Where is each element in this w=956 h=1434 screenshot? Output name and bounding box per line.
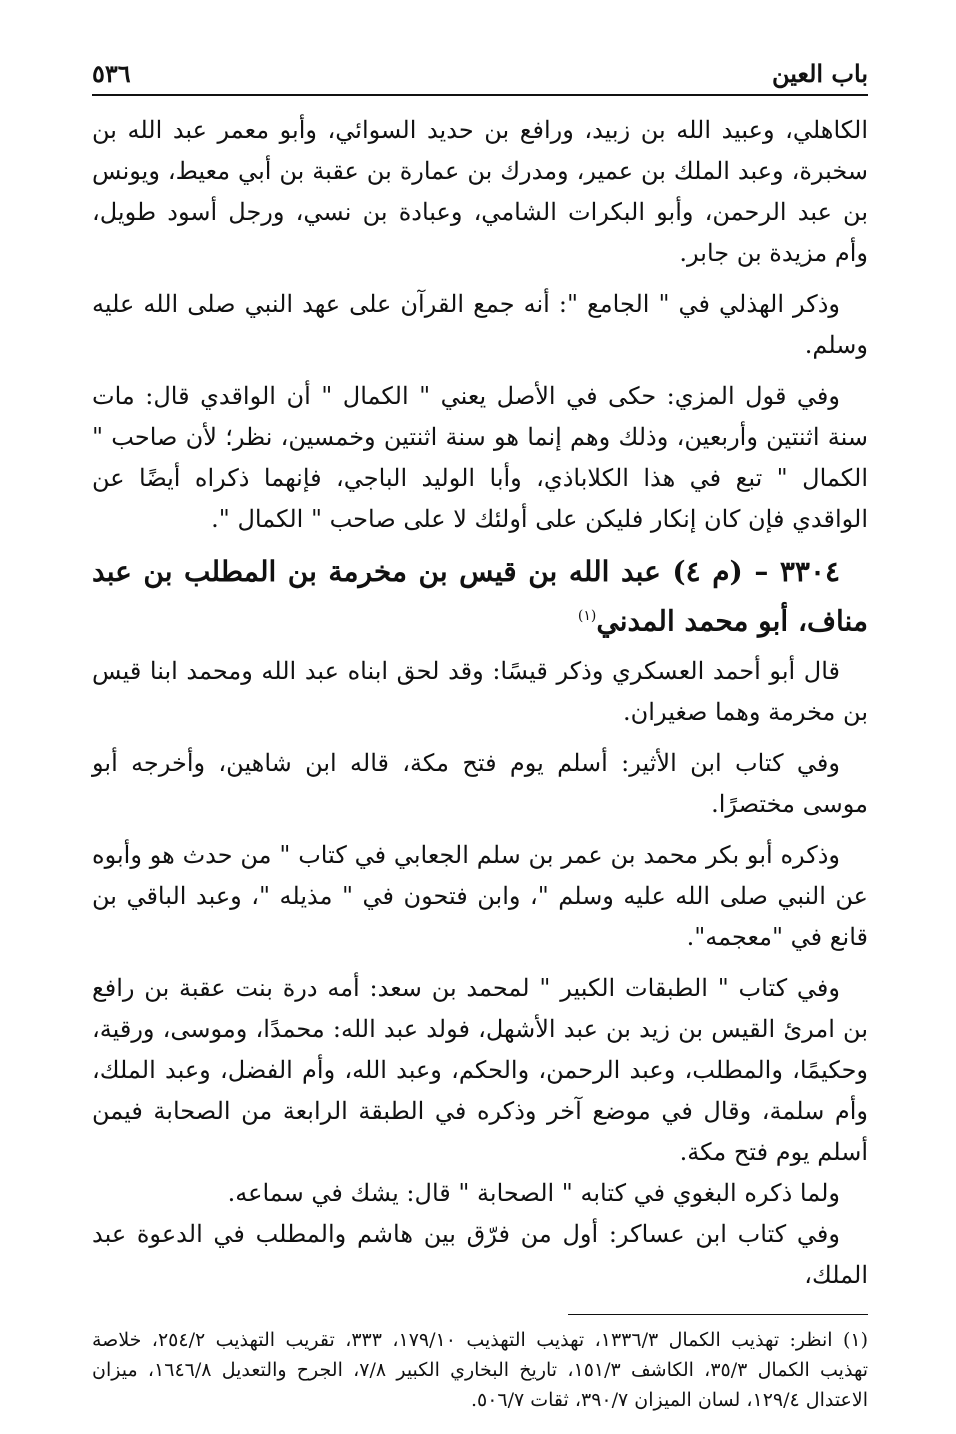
paragraph-ibn-asakir: وفي كتاب ابن عساكر: أول من فرّق بين هاشم والمطلب في الدعوة عبد الملك، — [92, 1220, 868, 1290]
page-number: ٥٣٦ — [92, 59, 131, 88]
entry-heading — [92, 550, 868, 643]
page-body — [92, 110, 868, 1415]
paragraph-askari: قال أبو أحمد العسكري وذكر قيسًا: وقد لحق ابناه عبد الله ومحمد ابنا قيس بن مخرمة وهما صغيران. — [92, 657, 868, 727]
running-header — [92, 52, 868, 96]
footnote-reference: (١) — [577, 608, 597, 624]
paragraph-jiabi: وذكره أبو بكر محمد بن عمر بن سلم الجعابي في كتاب " من حدث هو وأبوه عن النبي صلى الله عليه وسلم "، وابن فتحون في " مذيله "، وعبد الباقي بن قانع في "معجمه". — [92, 841, 868, 952]
entry-heading-text: ٣٣٠٤ – (م ٤) عبد الله بن قيس بن مخرمة بن المطلب بن عبد مناف، أبو محمد المدني — [92, 555, 868, 638]
chapter-title: باب العين — [771, 59, 868, 88]
paragraph-hudhali: وذكر الهذلي في " الجامع ": أنه جمع القرآن على عهد النبي صلى الله عليه وسلم. — [92, 290, 868, 359]
book-page — [92, 52, 868, 1434]
paragraph-continuation: الكاهلي، وعبيد الله بن زبيد، ورافع بن حديد السوائي، وأبو معمر عبد الله بن سخبرة، وعبد الملك بن عمير، ومدرك بن عمارة بن عقبة بن أبي معيط، ويونس بن عبد الرحمن، وأبو البكرات الشامي، وعبادة بن نسي، ورجل أسود طويل، وأم مزيدة بن جابر. — [92, 116, 869, 267]
paragraph-ibn-athir: وفي كتاب ابن الأثير: أسلم يوم فتح مكة، قاله ابن شاهين، وأخرجه أبو موسى مختصرًا. — [92, 749, 868, 819]
footnote-separator — [568, 1314, 868, 1315]
footnote: (١) انظر: تهذيب الكمال ١٣٣٦/٣، تهذيب التهذيب ١٧٩/١٠، ٣٣٣، تقريب التهذيب ٢٥٤/٢، خلاصة تهذيب الكمال ٣٥/٣، الكاشف ١٥١/٣، تاريخ البخاري الكبير ٧/٨، الجرح والتعديل ١٦٤٦/٨، ميزان الاعتدال ١٢٩/٤، لسان الميزان ٣٩٠/٧، ثقات ٥٠٦/٧. — [92, 1329, 869, 1412]
paragraph-mizzi: وفي قول المزي: حكى في الأصل يعني " الكمال " أن الواقدي قال: مات سنة اثنتين وأربعين، وذلك وهم إنما هو سنة اثنتين وخمسين، نظر؛ لأن صاحب " الكمال " تبع في هذا الكلاباذي، وأبا الوليد الباجي، فإنهما ذكراه أيضًا عن الواقدي فإن كان إنكار فليكن على أولئك لا على صاحب " الكمال ". — [92, 382, 868, 533]
paragraph-ibn-saad: وفي كتاب " الطبقات الكبير " لمحمد بن سعد: أمه درة بنت عقبة بن رافع بن امرئ القيس بن زيد بن عبد الأشهل، فولد عبد الله: محمدًا، وموسى، ورقية، وحكيمًا، والمطلب، وعبد الرحمن، والحكم، وعبد الله، وأم الفضل، وعبد الملك، وأم سلمة، وقال في موضع آخر وذكره في الطبقة الرابعة من الصحابة فيمن أسلم يوم فتح مكة. — [92, 974, 868, 1167]
paragraph-baghawi: ولما ذكره البغوي في كتابه " الصحابة " قال: يشك في سماعه. — [227, 1179, 840, 1208]
